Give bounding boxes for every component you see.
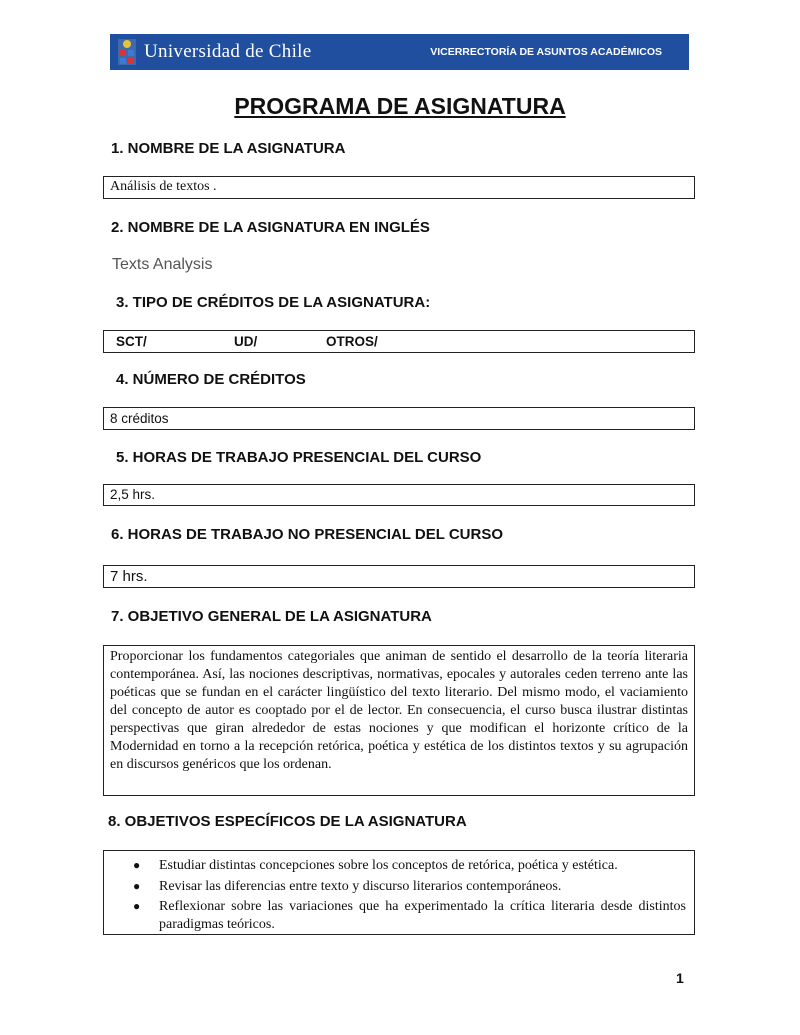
section-1-heading: 1. NOMBRE DE LA ASIGNATURA xyxy=(111,140,346,157)
university-name: Universidad de Chile xyxy=(144,41,312,62)
credit-type-otros: OTROS/ xyxy=(326,334,378,349)
general-objective-text: Proporcionar los fundamentos categoriales que animan de sentido el desarrollo de la teoría literaria contemporánea. Así, las nociones descriptivas, normativas, epocales y autorales ceden terreno ante las poéticas que se fundan en el carácter lingüístico del texto literario. Del mismo modo, el vaciamiento del concepto de autor es cooptado por el de lector. En consecuencia, el curso busca ilustrar distintas perspectivas que giran alrededor de estas nociones y que modifican el horizonte crítico de la Modernidad en torno a la recepción retórica, poética y estética de los distintos textos y su agrupación en discursos genéricos que los ordenan. xyxy=(110,649,688,772)
list-item xyxy=(104,857,686,875)
section-4-box xyxy=(103,407,695,430)
non-presential-hours-value: 7 hrs. xyxy=(110,568,148,585)
section-3-box xyxy=(103,330,695,353)
university-logo-icon xyxy=(116,37,138,67)
header-banner xyxy=(110,34,689,70)
bullet-icon: ● xyxy=(133,878,141,893)
section-6-heading: 6. HORAS DE TRABAJO NO PRESENCIAL DEL CURSO xyxy=(111,526,503,543)
list-item xyxy=(104,878,686,896)
bullet-icon: ● xyxy=(133,899,141,913)
objective-text: Reflexionar sobre las variaciones que ha experimentado la crítica literaria desde distintos paradigmas teóricos. xyxy=(159,899,686,932)
list-item xyxy=(104,898,686,933)
objective-text: Revisar las diferencias entre texto y discurso literarios contemporáneos. xyxy=(159,878,562,894)
objective-text: Estudiar distintas concepciones sobre los conceptos de retórica, poética y estética. xyxy=(159,858,618,873)
specific-objectives-list xyxy=(104,857,686,936)
credits-number-value: 8 créditos xyxy=(110,411,169,426)
section-8-box xyxy=(103,850,695,935)
course-name-english-value: Texts Analysis xyxy=(112,256,213,273)
section-5-heading: 5. HORAS DE TRABAJO PRESENCIAL DEL CURSO xyxy=(116,449,482,466)
bullet-icon: ● xyxy=(133,858,141,872)
credit-type-sct: SCT/ xyxy=(116,334,147,349)
page-number: 1 xyxy=(676,970,684,986)
section-3-heading: 3. TIPO DE CRÉDITOS DE LA ASIGNATURA: xyxy=(116,294,431,311)
office-name: VICERRECTORÍA DE ASUNTOS ACADÉMICOS xyxy=(430,46,662,58)
section-8-heading: 8. OBJETIVOS ESPECÍFICOS DE LA ASIGNATURA xyxy=(108,813,467,830)
presential-hours-value: 2,5 hrs. xyxy=(110,487,156,502)
section-4-heading: 4. NÚMERO DE CRÉDITOS xyxy=(116,371,306,388)
section-7-heading: 7. OBJETIVO GENERAL DE LA ASIGNATURA xyxy=(111,608,432,625)
section-6-box xyxy=(103,565,695,588)
page-title: PROGRAMA DE ASIGNATURA xyxy=(234,93,566,119)
credit-type-ud: UD/ xyxy=(234,334,258,349)
section-2-heading: 2. NOMBRE DE LA ASIGNATURA EN INGLÉS xyxy=(111,219,430,236)
section-7-box xyxy=(103,645,695,796)
section-5-box xyxy=(103,484,695,506)
section-1-box xyxy=(103,176,695,199)
course-name-value: Análisis de textos . xyxy=(110,179,217,194)
